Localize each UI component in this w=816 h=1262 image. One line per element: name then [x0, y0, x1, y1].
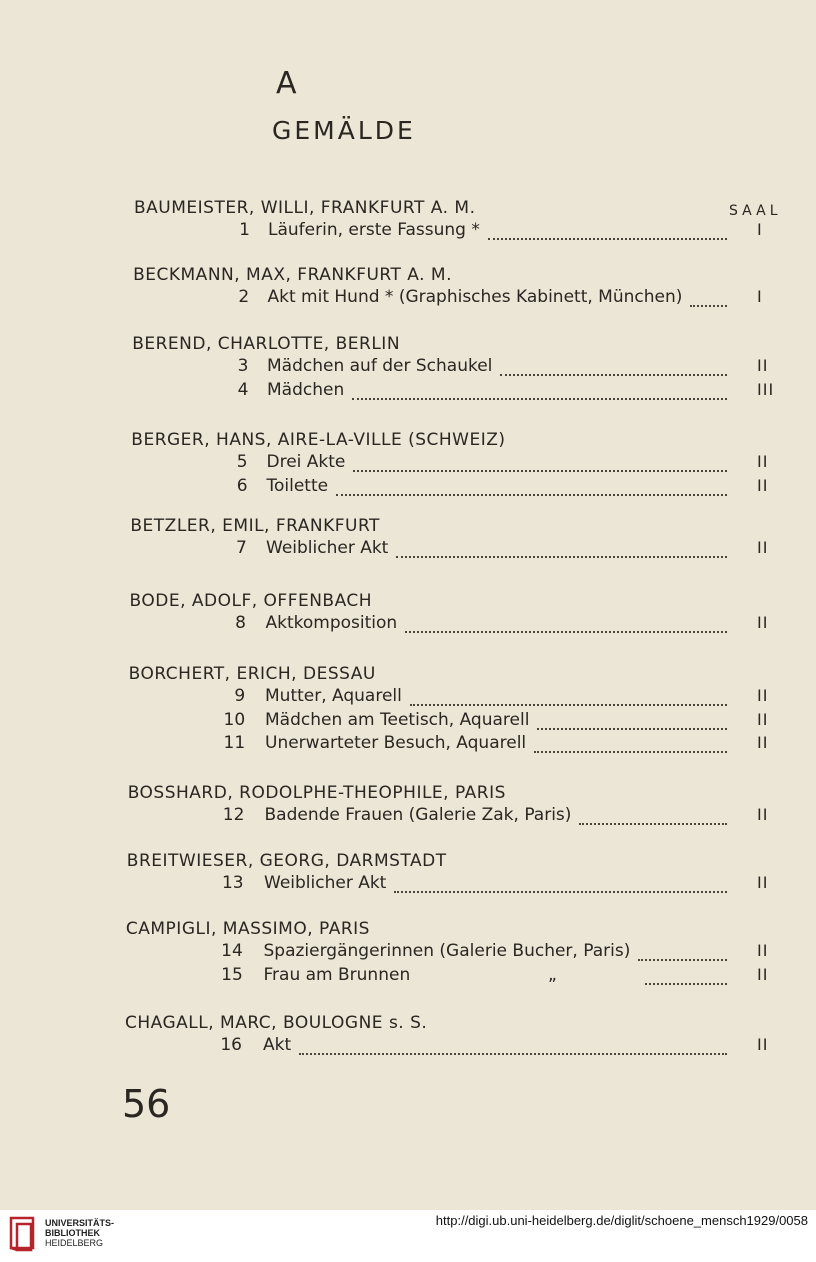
leader-dots: [690, 291, 727, 307]
leader-dots: [353, 456, 727, 472]
artist-name: BOSSHARD, RODOLPHE-THEOPHILE, PARIS: [127, 783, 506, 803]
entry-title: Weiblicher Akt: [264, 873, 387, 893]
leader-dots: [638, 945, 727, 961]
entry-number: 8: [235, 613, 246, 633]
entry-number: 11: [223, 733, 246, 753]
catalog-entry: [0, 476, 816, 500]
room-number: II: [757, 686, 769, 705]
room-number: II: [757, 613, 769, 632]
room-number: II: [757, 476, 769, 495]
catalog-entry: [0, 220, 816, 244]
artist-name: BETZLER, EMIL, FRANKFURT: [130, 516, 380, 536]
entry-title: Aktkomposition: [265, 613, 398, 633]
entry-title: Akt mit Hund * (Graphisches Kabinett, München): [267, 287, 683, 307]
catalog-entry: [0, 686, 816, 710]
library-logo-icon: [8, 1214, 38, 1254]
section-title: GEMÄLDE: [272, 116, 416, 145]
entry-number: 12: [222, 805, 245, 825]
catalog-entry: [0, 613, 816, 637]
room-number: II: [757, 1035, 769, 1054]
library-line-3: HEIDELBERG: [45, 1238, 104, 1248]
catalog-entry: [0, 380, 816, 404]
entry-title: Spaziergängerinnen (Galerie Bucher, Paris): [263, 941, 631, 961]
entry-title: Weiblicher Akt: [266, 538, 389, 558]
entry-number: 3: [237, 356, 249, 376]
entry-title: Mutter, Aquarell: [265, 686, 402, 706]
artist-name: BERGER, HANS, AIRE-LA-VILLE (SCHWEIZ): [131, 430, 506, 450]
room-number: II: [757, 965, 769, 984]
entry-number: 6: [236, 476, 248, 496]
catalog-entry: [0, 965, 816, 989]
room-number: II: [757, 805, 769, 824]
catalog-entry: [0, 941, 816, 965]
section-letter: A: [276, 66, 298, 101]
artist-name: BREITWIESER, GEORG, DARMSTADT: [126, 851, 447, 871]
room-number: II: [757, 710, 769, 729]
room-number: II: [757, 452, 769, 471]
catalog-entry: [0, 356, 816, 380]
catalog-entry: [0, 710, 816, 734]
footer-bar: [0, 1210, 816, 1262]
entry-title: Mädchen am Teetisch, Aquarell: [265, 710, 530, 730]
catalog-entry: [0, 452, 816, 476]
artist-name: CAMPIGLI, MASSIMO, PARIS: [125, 919, 370, 939]
entry-title: Drei Akte: [266, 452, 346, 472]
entry-number: 7: [235, 538, 247, 558]
leader-dots: [352, 384, 727, 400]
catalog-entry: [0, 805, 816, 829]
catalog-entry: [0, 538, 816, 562]
room-number: I: [757, 220, 763, 239]
artist-name: BEREND, CHARLOTTE, BERLIN: [132, 334, 401, 354]
room-number: II: [757, 873, 769, 892]
entry-number: 14: [221, 941, 243, 961]
entry-number: 16: [220, 1035, 242, 1055]
room-number: III: [757, 380, 775, 399]
leader-dots: [579, 809, 727, 825]
entry-title: Badende Frauen (Galerie Zak, Paris): [264, 805, 572, 825]
entry-title: Mädchen: [267, 380, 345, 400]
leader-dots: [645, 969, 727, 985]
entry-number: 1: [239, 220, 250, 240]
entry-number: 9: [234, 686, 246, 706]
entry-title: Toilette: [266, 476, 329, 496]
source-url: http://digi.ub.uni-heidelberg.de/diglit/schoene_mensch1929/0058: [435, 1213, 808, 1228]
room-number: II: [757, 356, 769, 375]
ditto-mark: „: [548, 965, 557, 985]
leader-dots: [534, 737, 727, 753]
entry-number: 15: [221, 965, 243, 985]
catalog-entry: [0, 733, 816, 757]
entry-title: Akt: [263, 1035, 292, 1055]
saal-column-header: SAAL: [729, 203, 782, 219]
page-number: 56: [122, 1082, 171, 1126]
entry-number: 10: [223, 710, 246, 730]
room-number: II: [757, 538, 769, 557]
entry-title: Mädchen auf der Schaukel: [267, 356, 493, 376]
artist-name: CHAGALL, MARC, BOULOGNE s. S.: [125, 1013, 428, 1033]
entry-title: Unerwarteter Besuch, Aquarell: [265, 733, 527, 753]
leader-dots: [537, 714, 727, 730]
leader-dots: [405, 617, 727, 633]
artist-name: BECKMANN, MAX, FRANKFURT A. M.: [133, 265, 452, 285]
catalog-entry: [0, 873, 816, 897]
leader-dots: [500, 360, 727, 376]
leader-dots: [299, 1039, 727, 1055]
catalog-entry: [0, 1035, 816, 1059]
entry-number: 5: [236, 452, 248, 472]
leader-dots: [396, 542, 727, 558]
leader-dots: [336, 480, 727, 496]
catalog-entry: [0, 287, 816, 311]
artist-name: BODE, ADOLF, OFFENBACH: [129, 591, 373, 611]
entry-title: Frau am Brunnen: [263, 965, 411, 985]
leader-dots: [410, 690, 727, 706]
leader-dots: [394, 877, 727, 893]
entry-number: 13: [221, 873, 244, 893]
library-name: [45, 1218, 114, 1248]
library-line-1: UNIVERSITÄTS-: [45, 1218, 115, 1228]
artist-name: BAUMEISTER, WILLI, FRANKFURT A. M.: [134, 198, 476, 218]
entry-number: 2: [238, 287, 250, 307]
library-line-2: BIBLIOTHEK: [45, 1228, 100, 1238]
room-number: I: [757, 287, 763, 306]
room-number: II: [757, 733, 769, 752]
leader-dots: [488, 224, 727, 240]
artist-name: BORCHERT, ERICH, DESSAU: [128, 664, 376, 684]
entry-title: Läuferin, erste Fassung *: [268, 220, 480, 240]
entry-number: 4: [237, 380, 249, 400]
room-number: II: [757, 941, 769, 960]
